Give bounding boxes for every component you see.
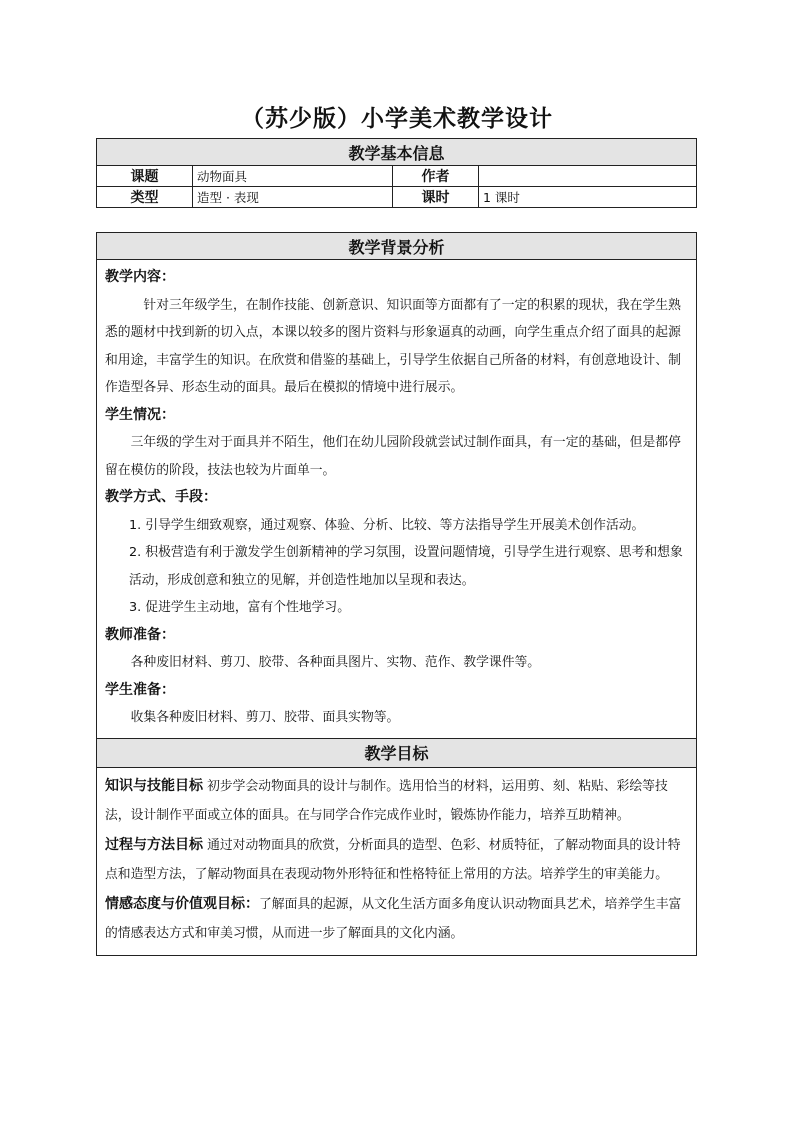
process-objective bbox=[105, 831, 689, 890]
hours-label: 课时 bbox=[393, 187, 479, 208]
lesson-label: 课题 bbox=[97, 166, 193, 187]
teaching-content-text: 针对三年级学生，在制作技能、创新意识、知识面等方面都有了一定的积累的现状，我在学生熟悉的题材中找到新的切入点，本课以较多的图片资料与形象逼真的动画，向学生重点介绍了面具的起源和用途，丰富学生的知识。在欣赏和借鉴的基础上，引导学生依据自己所备的材料，有创意地设计、制作造型各异、形态生动的面具。最后在模拟的情境中进行展示。 bbox=[105, 297, 681, 395]
author-label: 作者 bbox=[393, 166, 479, 187]
teaching-content-heading: 教学内容： bbox=[105, 269, 175, 285]
background-content bbox=[97, 260, 697, 739]
method-item: 3. 促进学生主动地，富有个性地学习。 bbox=[129, 600, 351, 615]
students-heading: 学生情况： bbox=[105, 406, 175, 423]
teacher-prep-heading: 教师准备： bbox=[105, 626, 175, 643]
type-value: 造型 · 表现 bbox=[193, 187, 393, 208]
background-objectives-table bbox=[96, 232, 697, 956]
type-label: 类型 bbox=[97, 187, 193, 208]
teacher-prep-text: 各种废旧材料、剪刀、胶带、各种面具图片、实物、范作、教学课件等。 bbox=[130, 655, 541, 670]
knowledge-label: 知识与技能目标 bbox=[105, 777, 203, 794]
background-header: 教学背景分析 bbox=[97, 233, 697, 260]
document-title: （苏少版）小学美术教学设计 bbox=[241, 106, 553, 132]
method-item: 2. 积极营造有利于激发学生创新精神的学习氛围，设置问题情境，引导学生进行观察、思考和想象活动，形成创意和独立的见解，并创造性地加以呈现和表达。 bbox=[129, 545, 683, 588]
lesson-value: 动物面具 bbox=[193, 166, 393, 187]
process-label: 过程与方法目标 bbox=[105, 836, 203, 853]
knowledge-text: 初步学会动物面具的设计与制作。选用恰当的材料，运用剪、刻、粘贴、彩绘等技法，设计制作平面或立体的面具。在与同学合作完成作业时，锻炼协作能力，培养互助精神。 bbox=[105, 778, 668, 823]
process-text: 通过对动物面具的欣赏，分析面具的造型、色彩、材质特征，了解动物面具的设计特点和造型方法，了解动物面具在表现动物外形特征和性格特征上常用的方法。培养学生的审美能力。 bbox=[105, 837, 681, 882]
students-text: 三年级的学生对于面具并不陌生，他们在幼儿园阶段就尝试过制作面具，有一定的基础，但是都停留在模仿的阶段，技法也较为片面单一。 bbox=[105, 435, 681, 478]
emotion-objective bbox=[105, 890, 689, 949]
emotion-text: 了解面具的起源，从文化生活方面多角度认识动物面具艺术，培养学生丰富的情感表达方式和审美习惯，从而进一步了解面具的文化内涵。 bbox=[105, 896, 682, 941]
objectives-header: 教学目标 bbox=[97, 738, 697, 767]
objectives-content bbox=[97, 767, 697, 955]
basic-info-header: 教学基本信息 bbox=[97, 139, 697, 166]
student-prep-text: 收集各种废旧材料、剪刀、胶带、面具实物等。 bbox=[130, 710, 400, 725]
student-prep-heading: 学生准备： bbox=[105, 681, 175, 698]
method-item: 1. 引导学生细致观察，通过观察、体验、分析、比较、等方法指导学生开展美术创作活动。 bbox=[129, 517, 645, 533]
hours-value: 1 课时 bbox=[479, 187, 697, 208]
author-value bbox=[479, 166, 697, 187]
emotion-label: 情感态度与价值观目标： bbox=[105, 895, 259, 912]
knowledge-objective bbox=[105, 772, 689, 831]
methods-heading: 教学方式、手段： bbox=[105, 489, 217, 505]
basic-info-table bbox=[96, 138, 697, 208]
